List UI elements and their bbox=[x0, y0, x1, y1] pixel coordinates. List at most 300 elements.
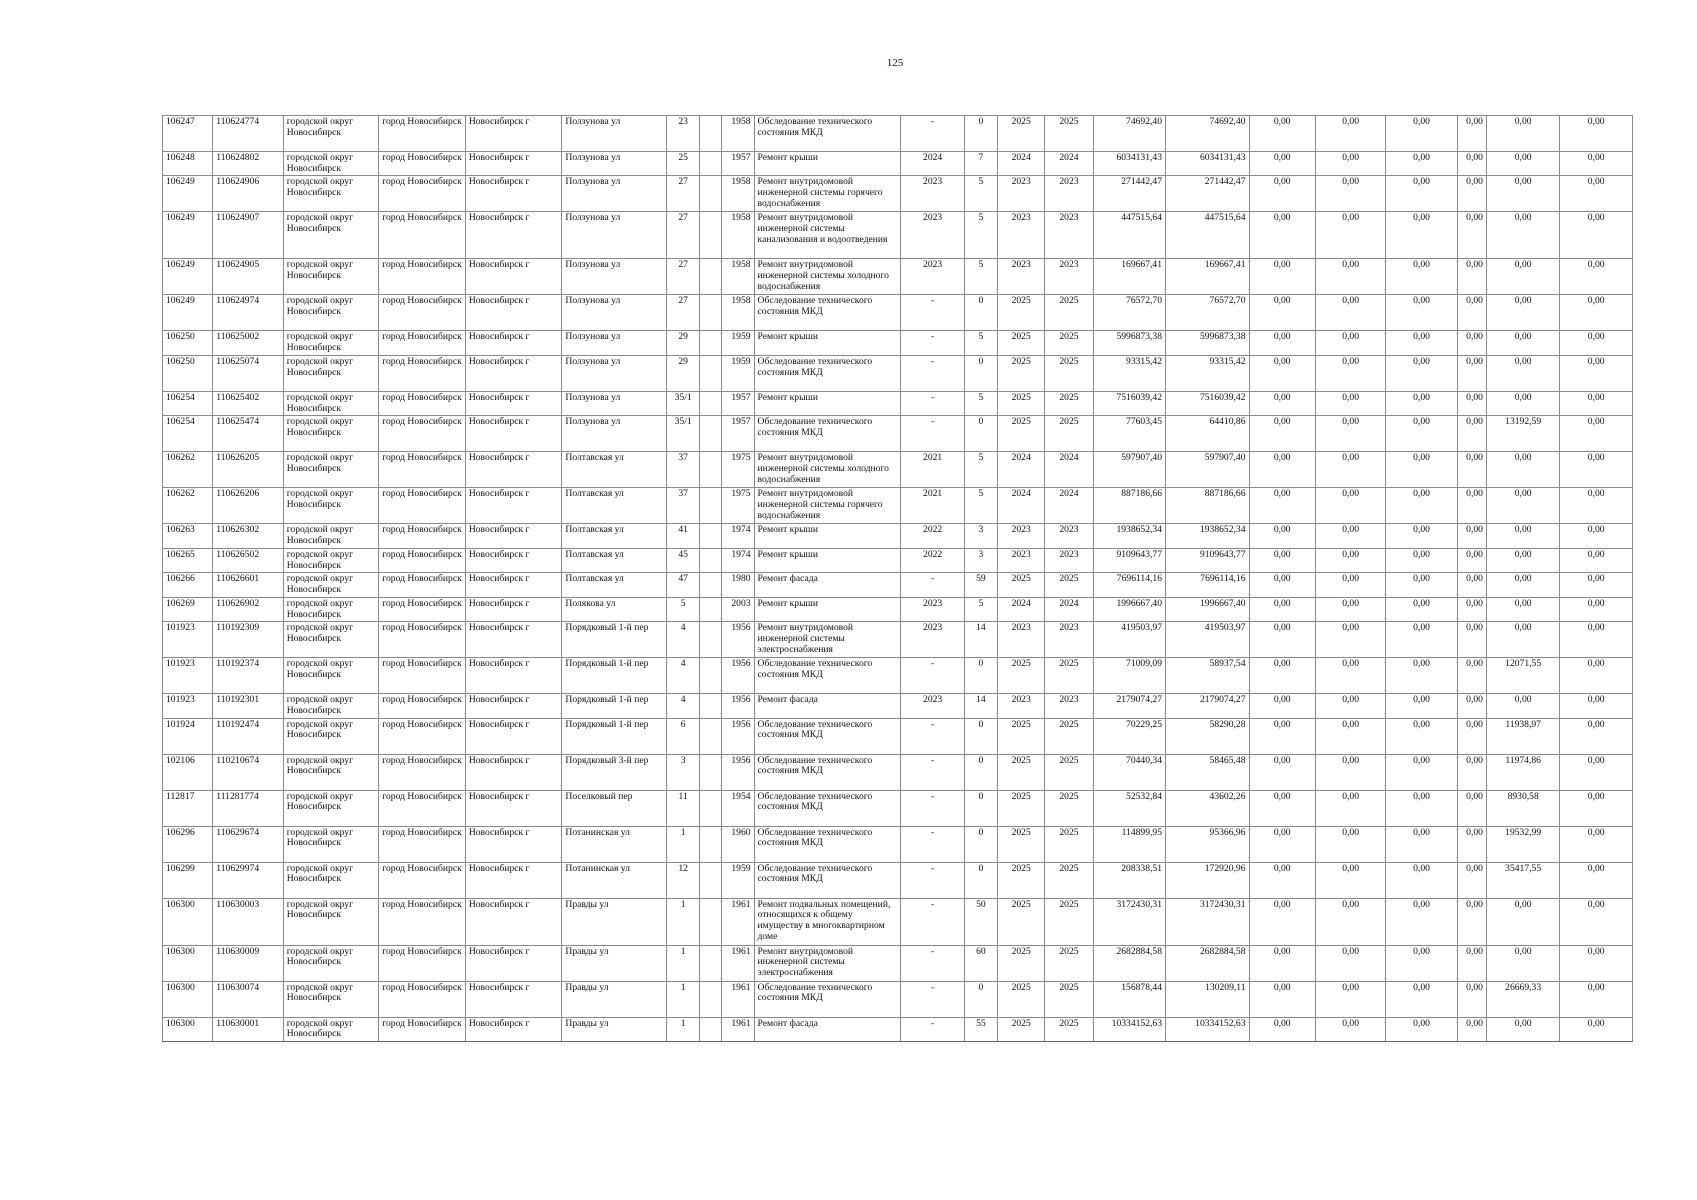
cell-cost-col-17: 0,00 bbox=[1249, 862, 1315, 898]
cell-cost-col-17: 0,00 bbox=[1249, 981, 1315, 1017]
cell-planned-start-year: 2025 bbox=[998, 116, 1045, 152]
cell-settlement: город Новосибирск bbox=[379, 1017, 466, 1041]
cell-street: Правды ул bbox=[562, 898, 667, 945]
cell-cost-col-20: 0,00 bbox=[1457, 898, 1486, 945]
cell-work-id: 110625002 bbox=[213, 331, 283, 355]
cell-house-id: 106300 bbox=[163, 981, 213, 1017]
cell-cost-col-17: 0,00 bbox=[1249, 898, 1315, 945]
cell-cost-col-22: 0,00 bbox=[1560, 718, 1633, 754]
cell-last-repair-year: - bbox=[901, 981, 964, 1017]
cell-planned-end-year: 2023 bbox=[1045, 524, 1093, 548]
cell-work-id: 110624906 bbox=[213, 176, 283, 212]
cell-locality: Новосибирск г bbox=[465, 212, 562, 259]
cell-settlement: город Новосибирск bbox=[379, 355, 466, 391]
cell-cost-col-17: 0,00 bbox=[1249, 452, 1315, 488]
cell-work-id: 110626206 bbox=[213, 488, 283, 524]
cell-cost-col-21: 11938,97 bbox=[1486, 718, 1559, 754]
cell-street: Полтавская ул bbox=[562, 452, 667, 488]
cell-building bbox=[700, 116, 722, 152]
cell-year-built: 1954 bbox=[722, 790, 754, 826]
cell-fund-cost: 93315,42 bbox=[1166, 355, 1250, 391]
cell-work-type: Ремонт внутридомовой инженерной системы холодного водоснабжения bbox=[754, 259, 901, 295]
cell-municipal-district: городской округ Новосибирск bbox=[283, 622, 379, 658]
cell-cost-col-18: 0,00 bbox=[1315, 718, 1385, 754]
cell-building bbox=[700, 945, 722, 981]
cell-municipal-district: городской округ Новосибирск bbox=[283, 1017, 379, 1041]
cell-work-id: 110625074 bbox=[213, 355, 283, 391]
cell-municipal-district: городской округ Новосибирск bbox=[283, 295, 379, 331]
cell-street: Ползунова ул bbox=[562, 212, 667, 259]
cell-cost-col-22: 0,00 bbox=[1560, 116, 1633, 152]
cell-house-number: 25 bbox=[667, 152, 700, 176]
cell-house-number: 1 bbox=[667, 826, 700, 862]
cell-total-cost: 70440,34 bbox=[1093, 754, 1165, 790]
cell-locality: Новосибирск г bbox=[465, 331, 562, 355]
cell-planned-start-year: 2024 bbox=[998, 152, 1045, 176]
cell-locality: Новосибирск г bbox=[465, 622, 562, 658]
cell-wear-percent: 59 bbox=[964, 573, 997, 597]
cell-cost-col-20: 0,00 bbox=[1457, 945, 1486, 981]
cell-planned-end-year: 2025 bbox=[1045, 355, 1093, 391]
cell-settlement: город Новосибирск bbox=[379, 259, 466, 295]
cell-street: Поселковый пер bbox=[562, 790, 667, 826]
cell-planned-start-year: 2024 bbox=[998, 452, 1045, 488]
cell-cost-col-20: 0,00 bbox=[1457, 658, 1486, 694]
cell-wear-percent: 0 bbox=[964, 295, 997, 331]
cell-wear-percent: 50 bbox=[964, 898, 997, 945]
table-row bbox=[163, 597, 1633, 621]
cell-house-id: 106247 bbox=[163, 116, 213, 152]
cell-wear-percent: 3 bbox=[964, 548, 997, 572]
cell-municipal-district: городской округ Новосибирск bbox=[283, 826, 379, 862]
cell-year-built: 1958 bbox=[722, 212, 754, 259]
cell-work-id: 111281774 bbox=[213, 790, 283, 826]
cell-cost-col-17: 0,00 bbox=[1249, 622, 1315, 658]
cell-last-repair-year: - bbox=[901, 1017, 964, 1041]
table-row bbox=[163, 152, 1633, 176]
cell-cost-col-20: 0,00 bbox=[1457, 573, 1486, 597]
cell-fund-cost: 1938652,34 bbox=[1166, 524, 1250, 548]
cell-cost-col-18: 0,00 bbox=[1315, 488, 1385, 524]
cell-building bbox=[700, 754, 722, 790]
cell-cost-col-19: 0,00 bbox=[1386, 355, 1457, 391]
cell-municipal-district: городской округ Новосибирск bbox=[283, 331, 379, 355]
cell-cost-col-20: 0,00 bbox=[1457, 981, 1486, 1017]
cell-cost-col-21: 0,00 bbox=[1486, 176, 1559, 212]
cell-house-id: 106249 bbox=[163, 259, 213, 295]
cell-house-id: 106269 bbox=[163, 597, 213, 621]
cell-settlement: город Новосибирск bbox=[379, 212, 466, 259]
cell-work-type: Ремонт внутридомовой инженерной системы электроснабжения bbox=[754, 622, 901, 658]
cell-planned-end-year: 2023 bbox=[1045, 176, 1093, 212]
cell-work-id: 110630003 bbox=[213, 898, 283, 945]
cell-cost-col-20: 0,00 bbox=[1457, 116, 1486, 152]
cell-settlement: город Новосибирск bbox=[379, 790, 466, 826]
cell-cost-col-18: 0,00 bbox=[1315, 416, 1385, 452]
cell-planned-end-year: 2024 bbox=[1045, 488, 1093, 524]
cell-year-built: 1959 bbox=[722, 355, 754, 391]
cell-last-repair-year: 2021 bbox=[901, 452, 964, 488]
table-row bbox=[163, 391, 1633, 415]
cell-cost-col-22: 0,00 bbox=[1560, 1017, 1633, 1041]
cell-cost-col-20: 0,00 bbox=[1457, 416, 1486, 452]
cell-work-id: 110630074 bbox=[213, 981, 283, 1017]
cell-cost-col-19: 0,00 bbox=[1386, 295, 1457, 331]
cell-locality: Новосибирск г bbox=[465, 116, 562, 152]
cell-municipal-district: городской округ Новосибирск bbox=[283, 754, 379, 790]
table-row bbox=[163, 862, 1633, 898]
cell-year-built: 1958 bbox=[722, 176, 754, 212]
cell-cost-col-17: 0,00 bbox=[1249, 718, 1315, 754]
cell-house-id: 106262 bbox=[163, 488, 213, 524]
cell-last-repair-year: - bbox=[901, 573, 964, 597]
cell-house-id: 102106 bbox=[163, 754, 213, 790]
cell-year-built: 1957 bbox=[722, 391, 754, 415]
cell-locality: Новосибирск г bbox=[465, 524, 562, 548]
cell-settlement: город Новосибирск bbox=[379, 416, 466, 452]
cell-planned-end-year: 2023 bbox=[1045, 548, 1093, 572]
cell-year-built: 2003 bbox=[722, 597, 754, 621]
cell-cost-col-17: 0,00 bbox=[1249, 694, 1315, 718]
table-row bbox=[163, 212, 1633, 259]
cell-fund-cost: 58465,48 bbox=[1166, 754, 1250, 790]
cell-cost-col-18: 0,00 bbox=[1315, 945, 1385, 981]
cell-work-type: Обследование технического состояния МКД bbox=[754, 862, 901, 898]
cell-planned-start-year: 2025 bbox=[998, 754, 1045, 790]
cell-cost-col-20: 0,00 bbox=[1457, 152, 1486, 176]
cell-work-id: 110192309 bbox=[213, 622, 283, 658]
cell-total-cost: 1996667,40 bbox=[1093, 597, 1165, 621]
cell-locality: Новосибирск г bbox=[465, 945, 562, 981]
cell-planned-start-year: 2023 bbox=[998, 259, 1045, 295]
cell-cost-col-20: 0,00 bbox=[1457, 694, 1486, 718]
cell-cost-col-17: 0,00 bbox=[1249, 331, 1315, 355]
cell-wear-percent: 14 bbox=[964, 622, 997, 658]
table-row bbox=[163, 295, 1633, 331]
cell-settlement: город Новосибирск bbox=[379, 452, 466, 488]
cell-locality: Новосибирск г bbox=[465, 658, 562, 694]
cell-work-id: 110192301 bbox=[213, 694, 283, 718]
cell-settlement: город Новосибирск bbox=[379, 331, 466, 355]
cell-municipal-district: городской округ Новосибирск bbox=[283, 981, 379, 1017]
cell-cost-col-17: 0,00 bbox=[1249, 945, 1315, 981]
cell-work-id: 110630009 bbox=[213, 945, 283, 981]
table-row bbox=[163, 573, 1633, 597]
cell-cost-col-18: 0,00 bbox=[1315, 658, 1385, 694]
table-row bbox=[163, 548, 1633, 572]
cell-settlement: город Новосибирск bbox=[379, 622, 466, 658]
cell-cost-col-21: 11974,86 bbox=[1486, 754, 1559, 790]
cell-cost-col-19: 0,00 bbox=[1386, 391, 1457, 415]
cell-total-cost: 169667,41 bbox=[1093, 259, 1165, 295]
cell-municipal-district: городской округ Новосибирск bbox=[283, 452, 379, 488]
cell-locality: Новосибирск г bbox=[465, 694, 562, 718]
cell-cost-col-17: 0,00 bbox=[1249, 826, 1315, 862]
cell-house-number: 4 bbox=[667, 622, 700, 658]
cell-cost-col-18: 0,00 bbox=[1315, 524, 1385, 548]
cell-planned-start-year: 2023 bbox=[998, 176, 1045, 212]
cell-cost-col-18: 0,00 bbox=[1315, 694, 1385, 718]
cell-cost-col-22: 0,00 bbox=[1560, 212, 1633, 259]
cell-cost-col-17: 0,00 bbox=[1249, 524, 1315, 548]
cell-cost-col-22: 0,00 bbox=[1560, 259, 1633, 295]
cell-total-cost: 447515,64 bbox=[1093, 212, 1165, 259]
cell-fund-cost: 271442,47 bbox=[1166, 176, 1250, 212]
cell-cost-col-22: 0,00 bbox=[1560, 694, 1633, 718]
cell-cost-col-19: 0,00 bbox=[1386, 524, 1457, 548]
cell-cost-col-17: 0,00 bbox=[1249, 597, 1315, 621]
cell-last-repair-year: 2023 bbox=[901, 597, 964, 621]
cell-wear-percent: 5 bbox=[964, 331, 997, 355]
cell-wear-percent: 0 bbox=[964, 658, 997, 694]
cell-work-id: 110626205 bbox=[213, 452, 283, 488]
cell-locality: Новосибирск г bbox=[465, 826, 562, 862]
cell-wear-percent: 0 bbox=[964, 718, 997, 754]
cell-total-cost: 887186,66 bbox=[1093, 488, 1165, 524]
cell-fund-cost: 887186,66 bbox=[1166, 488, 1250, 524]
cell-cost-col-17: 0,00 bbox=[1249, 259, 1315, 295]
cell-work-type: Ремонт фасада bbox=[754, 694, 901, 718]
cell-planned-end-year: 2025 bbox=[1045, 718, 1093, 754]
cell-cost-col-22: 0,00 bbox=[1560, 488, 1633, 524]
cell-building bbox=[700, 331, 722, 355]
cell-total-cost: 3172430,31 bbox=[1093, 898, 1165, 945]
cell-total-cost: 2179074,27 bbox=[1093, 694, 1165, 718]
cell-work-type: Ремонт крыши bbox=[754, 524, 901, 548]
cell-cost-col-20: 0,00 bbox=[1457, 597, 1486, 621]
cell-cost-col-18: 0,00 bbox=[1315, 1017, 1385, 1041]
cell-work-type: Обследование технического состояния МКД bbox=[754, 754, 901, 790]
cell-fund-cost: 5996873,38 bbox=[1166, 331, 1250, 355]
cell-building bbox=[700, 622, 722, 658]
cell-cost-col-20: 0,00 bbox=[1457, 790, 1486, 826]
cell-street: Ползунова ул bbox=[562, 391, 667, 415]
cell-cost-col-22: 0,00 bbox=[1560, 355, 1633, 391]
cell-wear-percent: 0 bbox=[964, 826, 997, 862]
cell-last-repair-year: - bbox=[901, 898, 964, 945]
cell-house-number: 23 bbox=[667, 116, 700, 152]
cell-planned-start-year: 2025 bbox=[998, 391, 1045, 415]
cell-cost-col-18: 0,00 bbox=[1315, 826, 1385, 862]
cell-cost-col-19: 0,00 bbox=[1386, 981, 1457, 1017]
cell-planned-start-year: 2024 bbox=[998, 597, 1045, 621]
cell-planned-start-year: 2025 bbox=[998, 295, 1045, 331]
cell-work-type: Ремонт крыши bbox=[754, 548, 901, 572]
cell-planned-end-year: 2023 bbox=[1045, 259, 1093, 295]
table-row bbox=[163, 176, 1633, 212]
cell-fund-cost: 447515,64 bbox=[1166, 212, 1250, 259]
cell-street: Ползунова ул bbox=[562, 416, 667, 452]
cell-locality: Новосибирск г bbox=[465, 295, 562, 331]
cell-cost-col-19: 0,00 bbox=[1386, 331, 1457, 355]
cell-cost-col-17: 0,00 bbox=[1249, 573, 1315, 597]
cell-cost-col-18: 0,00 bbox=[1315, 295, 1385, 331]
cell-cost-col-21: 0,00 bbox=[1486, 295, 1559, 331]
cell-cost-col-19: 0,00 bbox=[1386, 176, 1457, 212]
cell-cost-col-22: 0,00 bbox=[1560, 391, 1633, 415]
cell-work-type: Ремонт внутридомовой инженерной системы электроснабжения bbox=[754, 945, 901, 981]
cell-street: Ползунова ул bbox=[562, 152, 667, 176]
cell-total-cost: 1938652,34 bbox=[1093, 524, 1165, 548]
cell-planned-end-year: 2025 bbox=[1045, 658, 1093, 694]
cell-work-type: Ремонт внутридомовой инженерной системы горячего водоснабжения bbox=[754, 176, 901, 212]
cell-cost-col-21: 0,00 bbox=[1486, 331, 1559, 355]
cell-locality: Новосибирск г bbox=[465, 718, 562, 754]
cell-year-built: 1956 bbox=[722, 694, 754, 718]
cell-settlement: город Новосибирск bbox=[379, 754, 466, 790]
cell-cost-col-21: 0,00 bbox=[1486, 573, 1559, 597]
cell-planned-end-year: 2025 bbox=[1045, 981, 1093, 1017]
cell-municipal-district: городской округ Новосибирск bbox=[283, 597, 379, 621]
cell-building bbox=[700, 524, 722, 548]
table-row bbox=[163, 754, 1633, 790]
cell-fund-cost: 58937,54 bbox=[1166, 658, 1250, 694]
cell-building bbox=[700, 152, 722, 176]
cell-total-cost: 2682884,58 bbox=[1093, 945, 1165, 981]
cell-work-id: 110629974 bbox=[213, 862, 283, 898]
table-row bbox=[163, 452, 1633, 488]
cell-street: Правды ул bbox=[562, 981, 667, 1017]
cell-house-number: 27 bbox=[667, 259, 700, 295]
cell-cost-col-22: 0,00 bbox=[1560, 981, 1633, 1017]
cell-total-cost: 7516039,42 bbox=[1093, 391, 1165, 415]
cell-settlement: город Новосибирск bbox=[379, 295, 466, 331]
cell-settlement: город Новосибирск bbox=[379, 945, 466, 981]
cell-cost-col-21: 19532,99 bbox=[1486, 826, 1559, 862]
cell-house-number: 4 bbox=[667, 658, 700, 694]
cell-cost-col-20: 0,00 bbox=[1457, 754, 1486, 790]
cell-work-id: 110625474 bbox=[213, 416, 283, 452]
cell-cost-col-22: 0,00 bbox=[1560, 622, 1633, 658]
cell-cost-col-21: 0,00 bbox=[1486, 548, 1559, 572]
cell-locality: Новосибирск г bbox=[465, 452, 562, 488]
cell-cost-col-21: 0,00 bbox=[1486, 259, 1559, 295]
cell-locality: Новосибирск г bbox=[465, 862, 562, 898]
cell-house-number: 37 bbox=[667, 488, 700, 524]
cell-planned-end-year: 2023 bbox=[1045, 622, 1093, 658]
cell-work-id: 110630001 bbox=[213, 1017, 283, 1041]
cell-house-id: 112817 bbox=[163, 790, 213, 826]
cell-total-cost: 208338,51 bbox=[1093, 862, 1165, 898]
cell-last-repair-year: - bbox=[901, 331, 964, 355]
cell-street: Порядковый 1-й пер bbox=[562, 658, 667, 694]
cell-house-number: 6 bbox=[667, 718, 700, 754]
cell-total-cost: 70229,25 bbox=[1093, 718, 1165, 754]
cell-cost-col-21: 0,00 bbox=[1486, 898, 1559, 945]
cell-street: Полтавская ул bbox=[562, 524, 667, 548]
table-row bbox=[163, 416, 1633, 452]
cell-total-cost: 6034131,43 bbox=[1093, 152, 1165, 176]
cell-planned-start-year: 2025 bbox=[998, 331, 1045, 355]
cell-building bbox=[700, 212, 722, 259]
cell-building bbox=[700, 862, 722, 898]
cell-cost-col-20: 0,00 bbox=[1457, 718, 1486, 754]
cell-cost-col-22: 0,00 bbox=[1560, 524, 1633, 548]
cell-cost-col-17: 0,00 bbox=[1249, 176, 1315, 212]
cell-cost-col-18: 0,00 bbox=[1315, 573, 1385, 597]
cell-locality: Новосибирск г bbox=[465, 391, 562, 415]
cell-settlement: город Новосибирск bbox=[379, 548, 466, 572]
table-row bbox=[163, 1017, 1633, 1041]
cell-last-repair-year: - bbox=[901, 826, 964, 862]
cell-building bbox=[700, 826, 722, 862]
cell-locality: Новосибирск г bbox=[465, 416, 562, 452]
cell-cost-col-18: 0,00 bbox=[1315, 981, 1385, 1017]
cell-building bbox=[700, 416, 722, 452]
cell-building bbox=[700, 391, 722, 415]
cell-work-type: Обследование технического состояния МКД bbox=[754, 295, 901, 331]
cell-cost-col-22: 0,00 bbox=[1560, 548, 1633, 572]
cell-cost-col-20: 0,00 bbox=[1457, 176, 1486, 212]
cell-building bbox=[700, 548, 722, 572]
cell-house-id: 101924 bbox=[163, 718, 213, 754]
cell-wear-percent: 0 bbox=[964, 416, 997, 452]
cell-last-repair-year: - bbox=[901, 658, 964, 694]
cell-year-built: 1961 bbox=[722, 898, 754, 945]
table-row bbox=[163, 116, 1633, 152]
cell-work-id: 110626302 bbox=[213, 524, 283, 548]
cell-total-cost: 52532,84 bbox=[1093, 790, 1165, 826]
cell-planned-start-year: 2023 bbox=[998, 694, 1045, 718]
cell-house-id: 106266 bbox=[163, 573, 213, 597]
cell-total-cost: 9109643,77 bbox=[1093, 548, 1165, 572]
cell-cost-col-21: 12071,55 bbox=[1486, 658, 1559, 694]
cell-planned-end-year: 2025 bbox=[1045, 295, 1093, 331]
cell-work-type: Ремонт крыши bbox=[754, 152, 901, 176]
cell-house-id: 106296 bbox=[163, 826, 213, 862]
cell-house-number: 12 bbox=[667, 862, 700, 898]
cell-fund-cost: 3172430,31 bbox=[1166, 898, 1250, 945]
cell-cost-col-20: 0,00 bbox=[1457, 488, 1486, 524]
cell-work-type: Ремонт фасада bbox=[754, 1017, 901, 1041]
cell-total-cost: 419503,97 bbox=[1093, 622, 1165, 658]
cell-house-id: 106250 bbox=[163, 331, 213, 355]
cell-total-cost: 7696114,16 bbox=[1093, 573, 1165, 597]
cell-cost-col-22: 0,00 bbox=[1560, 176, 1633, 212]
cell-cost-col-22: 0,00 bbox=[1560, 898, 1633, 945]
cell-planned-start-year: 2025 bbox=[998, 862, 1045, 898]
cell-cost-col-21: 0,00 bbox=[1486, 488, 1559, 524]
cell-street: Порядковый 3-й пер bbox=[562, 754, 667, 790]
cell-cost-col-21: 26669,33 bbox=[1486, 981, 1559, 1017]
cell-year-built: 1956 bbox=[722, 622, 754, 658]
cell-municipal-district: городской округ Новосибирск bbox=[283, 658, 379, 694]
cell-work-id: 110624974 bbox=[213, 295, 283, 331]
cell-municipal-district: городской округ Новосибирск bbox=[283, 573, 379, 597]
cell-house-number: 45 bbox=[667, 548, 700, 572]
cell-planned-end-year: 2023 bbox=[1045, 212, 1093, 259]
cell-wear-percent: 55 bbox=[964, 1017, 997, 1041]
cell-planned-start-year: 2025 bbox=[998, 658, 1045, 694]
cell-last-repair-year: 2023 bbox=[901, 176, 964, 212]
cell-cost-col-21: 0,00 bbox=[1486, 1017, 1559, 1041]
cell-street: Порядковый 1-й пер bbox=[562, 718, 667, 754]
cell-street: Полтавская ул bbox=[562, 548, 667, 572]
cell-total-cost: 271442,47 bbox=[1093, 176, 1165, 212]
cell-work-type: Обследование технического состояния МКД bbox=[754, 826, 901, 862]
cell-cost-col-20: 0,00 bbox=[1457, 548, 1486, 572]
cell-last-repair-year: - bbox=[901, 945, 964, 981]
cell-cost-col-20: 0,00 bbox=[1457, 259, 1486, 295]
cell-locality: Новосибирск г bbox=[465, 754, 562, 790]
cell-wear-percent: 3 bbox=[964, 524, 997, 548]
register-table bbox=[162, 115, 1633, 1042]
cell-settlement: город Новосибирск bbox=[379, 391, 466, 415]
cell-year-built: 1956 bbox=[722, 718, 754, 754]
cell-street: Полтавская ул bbox=[562, 573, 667, 597]
cell-total-cost: 71009,09 bbox=[1093, 658, 1165, 694]
cell-planned-start-year: 2023 bbox=[998, 548, 1045, 572]
